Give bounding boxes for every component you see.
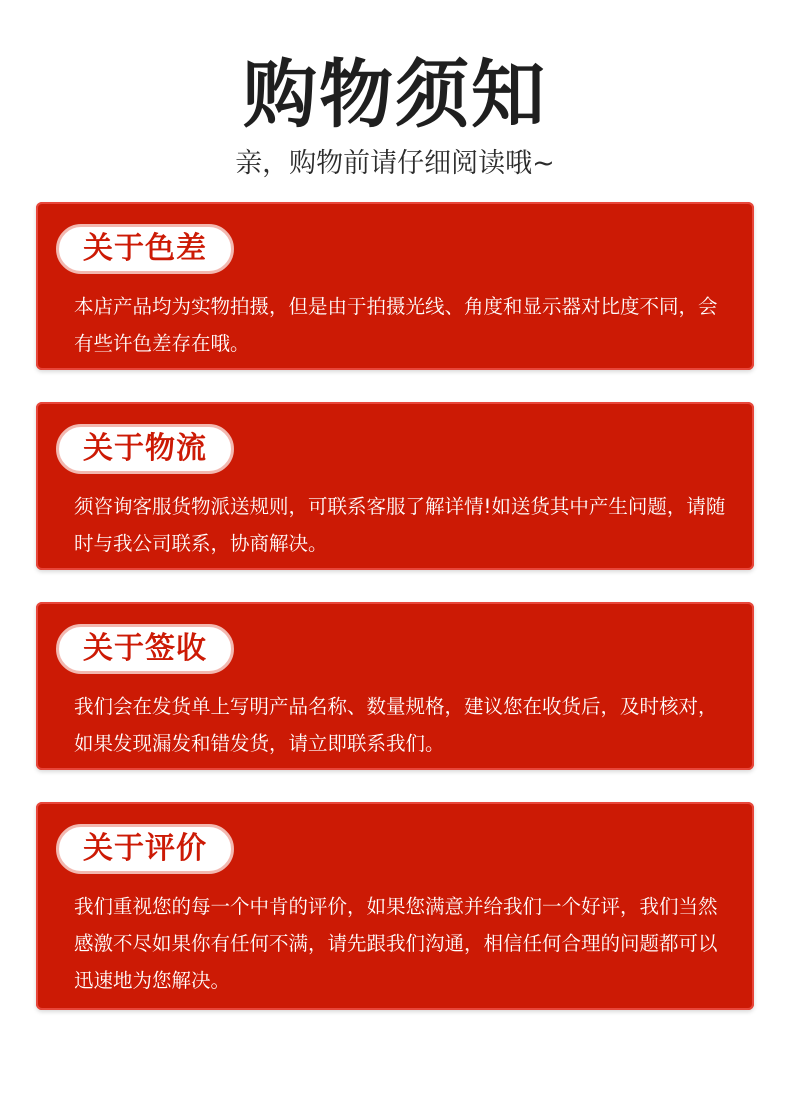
notice-card-color-difference bbox=[36, 202, 754, 370]
card-text: 我们会在发货单上写明产品名称、数量规格，建议您在收货后，及时核对，如果发现漏发和错发货，请立即联系我们。 bbox=[74, 695, 718, 755]
card-badge: 关于签收 bbox=[56, 624, 234, 674]
notice-card-review bbox=[36, 802, 754, 1010]
card-badge: 关于物流 bbox=[56, 424, 234, 474]
card-badge: 关于色差 bbox=[56, 224, 234, 274]
card-text: 我们重视您的每一个中肯的评价，如果您满意并给我们一个好评，我们当然感激不尽如果你有任何不满，请先跟我们沟通，相信任何合理的问题都可以迅速地为您解决。 bbox=[74, 895, 718, 992]
card-badge: 关于评价 bbox=[56, 824, 234, 874]
notice-card-logistics bbox=[36, 402, 754, 570]
notice-card-receipt bbox=[36, 602, 754, 770]
card-text: 本店产品均为实物拍摄，但是由于拍摄光线、角度和显示器对比度不同，会有些许色差存在哦。 bbox=[74, 295, 718, 355]
card-text: 须咨询客服货物派送规则，可联系客服了解详情!如送货其中产生问题，请随时与我公司联系，协商解决。 bbox=[74, 495, 726, 555]
page-subtitle: 亲，购物前请仔细阅读哦~ bbox=[235, 148, 555, 179]
page-title: 购物须知 bbox=[243, 52, 547, 138]
